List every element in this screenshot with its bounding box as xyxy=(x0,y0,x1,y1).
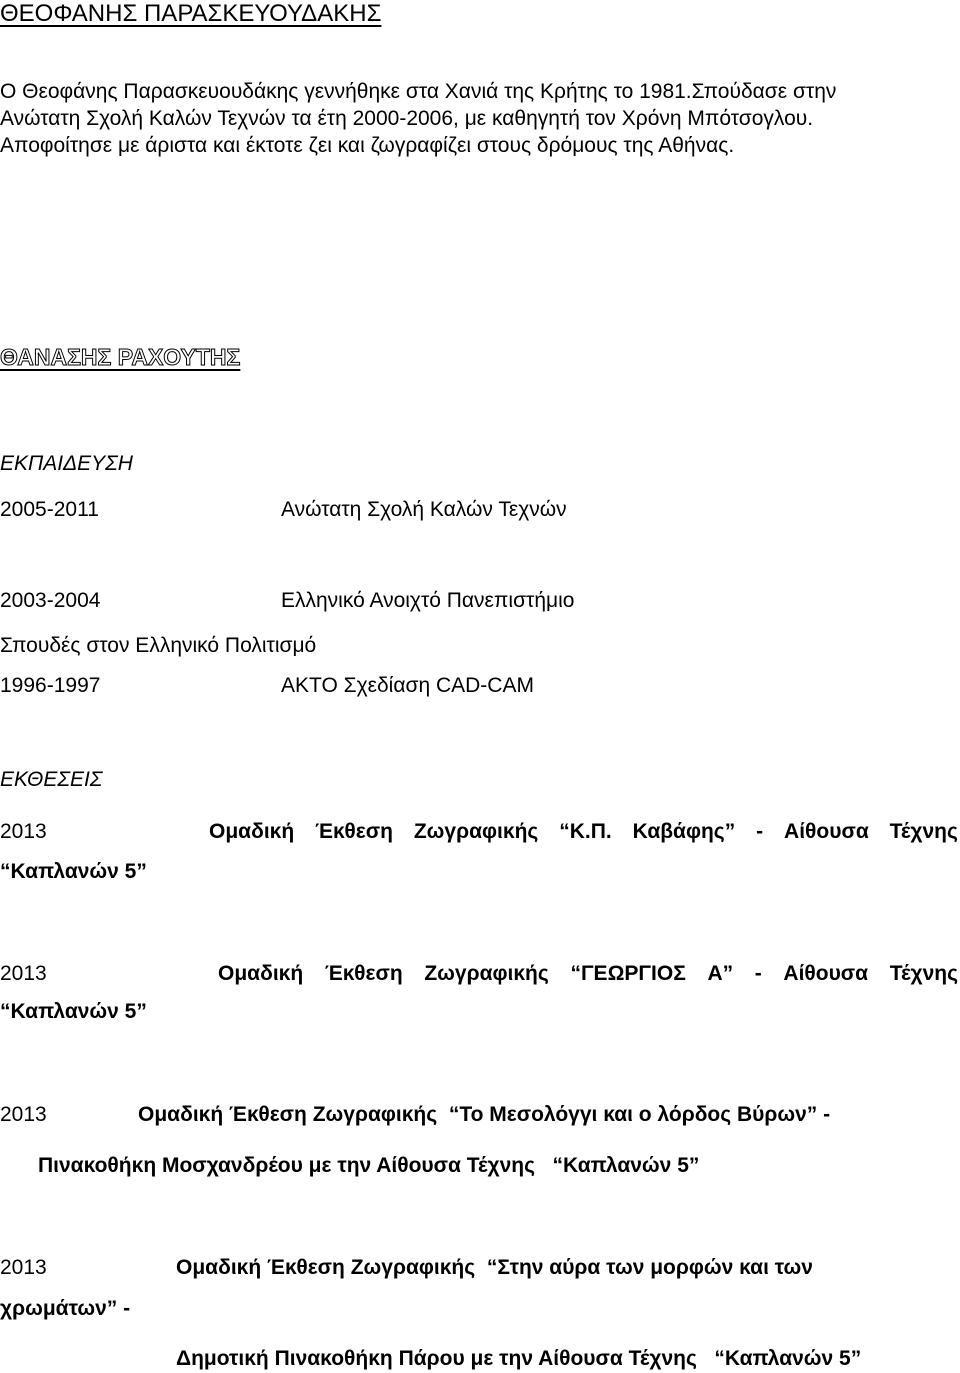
exhibition-2-word: Ζωγραφικής xyxy=(424,962,549,985)
exhibition-4-line1: Ομαδική Έκθεση Ζωγραφικής “Στην αύρα των μορφών και των xyxy=(176,1256,813,1279)
education-years-3: 1996-1997 xyxy=(0,674,101,697)
exhibition-2-word: “ΓΕΩΡΓΙΟΣ xyxy=(570,962,686,985)
exhibition-4-line1b: χρωμάτων” - xyxy=(0,1297,131,1320)
exhibition-3-line1: Ομαδική Έκθεση Ζωγραφικής “Το Μεσολόγγι και ο λόρδος Βύρων” - xyxy=(138,1103,831,1126)
exhibitions-heading: ΕΚΘΕΣΕΙΣ xyxy=(0,768,103,791)
exhibition-2-word: Έκθεση xyxy=(324,962,403,985)
exhibition-1-word: - xyxy=(756,820,764,843)
exhibition-2-word: - xyxy=(754,962,762,985)
exhibition-2-word: Αίθουσα xyxy=(783,962,869,985)
artist1-bio-line-3: Αποφοίτησε με άριστα και έκτοτε ζει και ζωγραφίζει στους δρόμους της Αθήνας. xyxy=(0,134,735,157)
exhibition-2-word: Α” xyxy=(707,962,734,985)
exhibition-1-year: 2013 xyxy=(0,820,47,843)
artist2-name: ΘΑΝΑΣΗΣ ΡΑΧΟΥΤΗΣ xyxy=(0,344,241,370)
exhibition-2-line2: “Καπλανών 5” xyxy=(0,1000,147,1023)
exhibition-3-line2: Πινακοθήκη Μοσχανδρέου με την Αίθουσα Τέχνης “Καπλανών 5” xyxy=(38,1154,700,1177)
exhibition-2-line1 xyxy=(218,962,958,986)
artist1-bio-line-1: Ο Θεοφάνης Παρασκευουδάκης γεννήθηκε στα Χανιά της Κρήτης το 1981.Σπούδασε στην xyxy=(0,80,837,103)
exhibition-2-word: Ομαδική xyxy=(218,962,304,985)
education-years-2: 2003-2004 xyxy=(0,589,101,612)
exhibition-1-line2: “Καπλανών 5” xyxy=(0,860,147,883)
artist1-name: ΘΕΟΦΑΝΗΣ ΠΑΡΑΣΚΕΥΟΥΔΑΚΗΣ xyxy=(0,0,382,27)
exhibition-1-word: Έκθεση xyxy=(315,820,393,843)
education-heading: ΕΚΠΑΙΔΕΥΣΗ xyxy=(0,452,133,475)
exhibition-1-word: Τέχνης xyxy=(889,820,958,843)
exhibition-1-word: Ομαδική xyxy=(209,820,295,843)
exhibition-4-year: 2013 xyxy=(0,1256,47,1279)
education-institution-2: Ελληνικό Ανοιχτό Πανεπιστήμιο xyxy=(281,589,575,612)
exhibition-3-year: 2013 xyxy=(0,1103,47,1126)
exhibition-2-word: Τέχνης xyxy=(889,962,958,985)
exhibition-4-line2: Δημοτική Πινακοθήκη Πάρου με την Αίθουσα Τέχνης “Καπλανών 5” xyxy=(176,1347,862,1370)
exhibition-1-word: “Κ.Π. xyxy=(559,820,612,843)
exhibition-1-word: Καβάφης” xyxy=(632,820,736,843)
artist1-bio-line-2: Ανώτατη Σχολή Καλών Τεχνών τα έτη 2000-2006, με καθηγητή τον Χρόνη Μπότσογλου. xyxy=(0,107,814,130)
education-institution-3: ΑΚΤΟ Σχεδίαση CAD-CAM xyxy=(281,674,534,697)
education-institution-1: Ανώτατη Σχολή Καλών Τεχνών xyxy=(281,498,567,521)
exhibition-2-year: 2013 xyxy=(0,962,47,985)
education-years-1: 2005-2011 xyxy=(0,498,99,521)
exhibition-1-line1 xyxy=(209,820,958,844)
exhibition-1-word: Ζωγραφικής xyxy=(413,820,539,843)
education-note: Σπουδές στον Ελληνικό Πολιτισμό xyxy=(0,634,317,657)
exhibition-1-word: Αίθουσα xyxy=(784,820,869,843)
